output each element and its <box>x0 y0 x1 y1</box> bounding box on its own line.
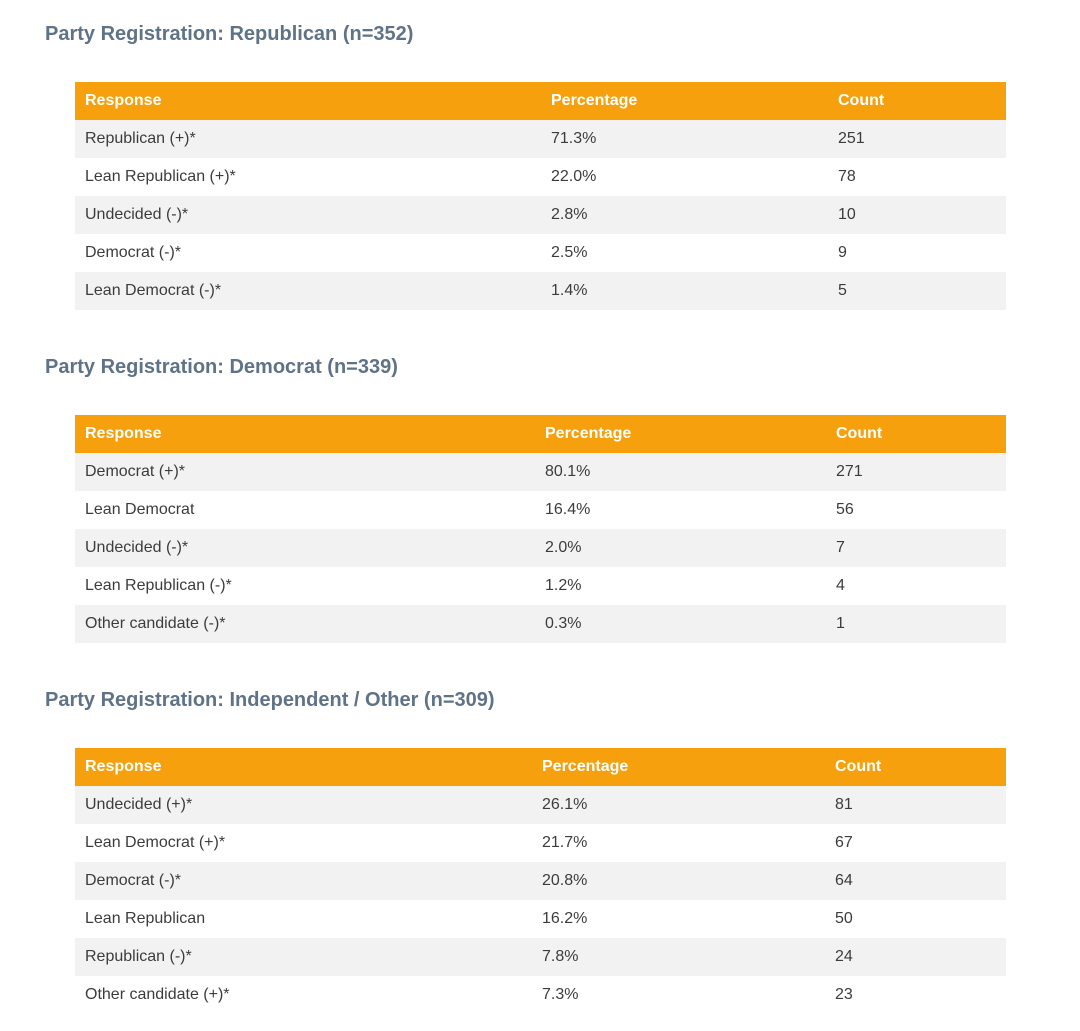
table-header-row <box>75 748 1006 786</box>
table-row <box>75 529 1006 567</box>
table-row <box>75 976 1006 1014</box>
count-cell: 64 <box>835 872 853 889</box>
table-row <box>75 120 1006 158</box>
response-cell: Lean Democrat (+)* <box>85 834 226 851</box>
table-row <box>75 567 1006 605</box>
column-header-response: Response <box>85 758 162 775</box>
response-cell: Other candidate (-)* <box>85 615 226 632</box>
table-row <box>75 272 1006 310</box>
count-cell: 7 <box>836 539 845 556</box>
count-cell: 1 <box>836 615 845 632</box>
response-cell: Democrat (-)* <box>85 244 182 261</box>
table-row <box>75 786 1006 824</box>
percentage-cell: 80.1% <box>545 463 591 480</box>
column-header-percentage: Percentage <box>551 92 638 109</box>
response-cell: Undecided (+)* <box>85 796 193 813</box>
response-cell: Democrat (-)* <box>85 872 182 889</box>
count-cell: 10 <box>838 206 856 223</box>
percentage-cell: 2.0% <box>545 539 582 556</box>
republican-table <box>75 82 1006 310</box>
response-cell: Lean Democrat (-)* <box>85 282 222 299</box>
count-cell: 81 <box>835 796 853 813</box>
response-cell: Undecided (-)* <box>85 206 189 223</box>
response-cell: Other candidate (+)* <box>85 986 230 1003</box>
response-cell: Lean Republican (+)* <box>85 168 236 185</box>
table-row <box>75 938 1006 976</box>
count-cell: 24 <box>835 948 853 965</box>
democrat-table <box>75 415 1006 643</box>
response-cell: Lean Republican (-)* <box>85 577 232 594</box>
response-cell: Undecided (-)* <box>85 539 189 556</box>
table-row <box>75 900 1006 938</box>
percentage-cell: 7.8% <box>542 948 579 965</box>
percentage-cell: 20.8% <box>542 872 588 889</box>
table-row <box>75 824 1006 862</box>
count-cell: 67 <box>835 834 853 851</box>
response-cell: Lean Democrat <box>85 501 195 518</box>
table-row <box>75 453 1006 491</box>
percentage-cell: 2.8% <box>551 206 588 223</box>
count-cell: 5 <box>838 282 847 299</box>
table-row <box>75 491 1006 529</box>
percentage-cell: 21.7% <box>542 834 588 851</box>
section-title-democrat: Party Registration: Democrat (n=339) <box>45 356 398 378</box>
table-row <box>75 196 1006 234</box>
column-header-count: Count <box>838 92 885 109</box>
percentage-cell: 16.2% <box>542 910 588 927</box>
table-row <box>75 862 1006 900</box>
count-cell: 23 <box>835 986 853 1003</box>
count-cell: 9 <box>838 244 847 261</box>
table-header-row <box>75 415 1006 453</box>
response-cell: Republican (+)* <box>85 130 196 147</box>
count-cell: 271 <box>836 463 863 480</box>
count-cell: 4 <box>836 577 845 594</box>
column-header-count: Count <box>836 425 883 442</box>
percentage-cell: 1.4% <box>551 282 588 299</box>
table-row <box>75 234 1006 272</box>
table-header-row <box>75 82 1006 120</box>
percentage-cell: 0.3% <box>545 615 582 632</box>
table-row <box>75 605 1006 643</box>
percentage-cell: 7.3% <box>542 986 579 1003</box>
count-cell: 78 <box>838 168 856 185</box>
count-cell: 50 <box>835 910 853 927</box>
percentage-cell: 22.0% <box>551 168 597 185</box>
count-cell: 56 <box>836 501 854 518</box>
column-header-response: Response <box>85 92 162 109</box>
count-cell: 251 <box>838 130 865 147</box>
column-header-percentage: Percentage <box>545 425 632 442</box>
column-header-count: Count <box>835 758 882 775</box>
percentage-cell: 1.2% <box>545 577 582 594</box>
column-header-percentage: Percentage <box>542 758 629 775</box>
independent-table <box>75 748 1006 1014</box>
table-row <box>75 158 1006 196</box>
response-cell: Republican (-)* <box>85 948 192 965</box>
column-header-response: Response <box>85 425 162 442</box>
percentage-cell: 26.1% <box>542 796 588 813</box>
percentage-cell: 71.3% <box>551 130 597 147</box>
response-cell: Lean Republican <box>85 910 206 927</box>
percentage-cell: 16.4% <box>545 501 591 518</box>
response-cell: Democrat (+)* <box>85 463 186 480</box>
section-title-republican: Party Registration: Republican (n=352) <box>45 23 414 45</box>
percentage-cell: 2.5% <box>551 244 588 261</box>
section-title-independent: Party Registration: Independent / Other (n=309) <box>45 689 495 711</box>
